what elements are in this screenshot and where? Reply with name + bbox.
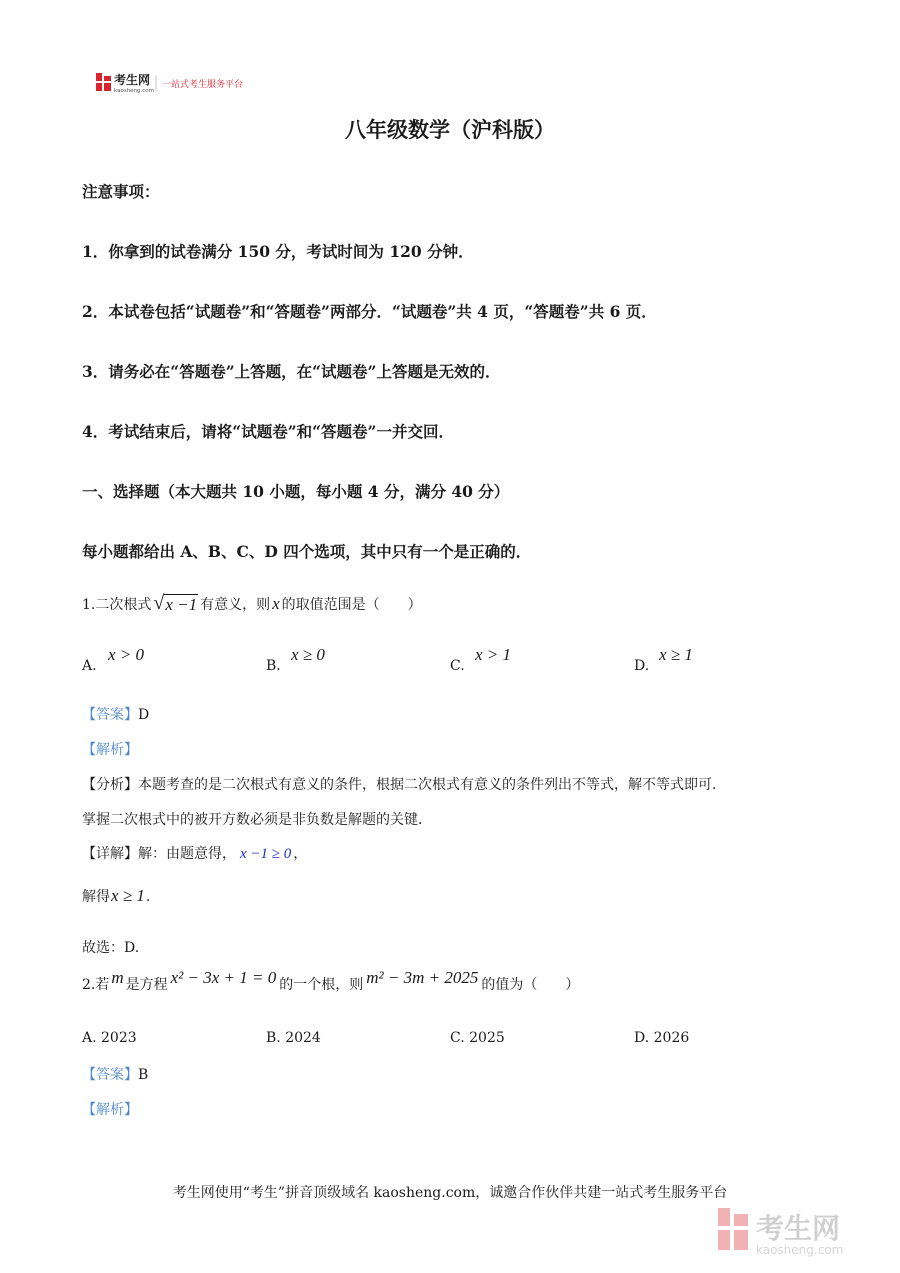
fenxi-text: 本题考查的是二次根式有意义的条件，根据二次根式有意义的条件列出不等式，解不等式即可． — [138, 777, 726, 793]
answer-line — [82, 704, 149, 724]
answer-tag: 【答案】 — [82, 707, 138, 723]
detail-tag: 【详解】 — [82, 846, 138, 862]
q2-option-b — [266, 1030, 321, 1046]
svg-text:考生网: 考生网 — [114, 73, 151, 87]
variable: x — [272, 594, 280, 613]
answer-value: B — [138, 1067, 149, 1083]
answer-value: D — [138, 707, 150, 723]
question-1-stem — [82, 592, 422, 615]
page-title: 八年级数学（沪科版） — [345, 117, 555, 142]
stem-text: 若 — [95, 977, 110, 993]
question-number: 2. — [82, 977, 96, 993]
kaosheng-logo-icon — [96, 70, 266, 96]
equation: x² − 3x + 1 = 0 — [170, 968, 277, 987]
q2-option-d — [634, 1030, 689, 1046]
option-b-label: B. — [266, 658, 281, 674]
svg-text:一站式考生服务平台: 一站式考生服务平台 — [162, 80, 244, 90]
stem-text: 的一个根，则 — [279, 977, 364, 993]
svg-text:考生网: 考生网 — [756, 1212, 841, 1245]
fenxi-line-2: 掌握二次根式中的被开方数必须是非负数是解题的关键． — [82, 812, 432, 828]
stem-text: 的取值范围是（ ） — [281, 597, 422, 613]
solve-line — [82, 886, 150, 906]
q2-answer-line — [82, 1064, 148, 1084]
option-value: 2025 — [469, 1030, 505, 1046]
stem-text: 二次根式 — [95, 597, 152, 613]
svg-text:kaosheng.com: kaosheng.com — [114, 88, 155, 94]
detail-expr: x −1 ≥ 0 — [240, 846, 292, 862]
svg-text:kaosheng.com: kaosheng.com — [756, 1243, 844, 1257]
q2-option-c — [450, 1030, 505, 1046]
option-label: C. — [450, 1030, 465, 1046]
sqrt-expression — [153, 592, 198, 615]
section-instruction: 每小题都给出 A、B、C、D 四个选项，其中只有一个是正确的． — [82, 542, 532, 561]
fenxi-line — [82, 774, 726, 794]
option-value: 2026 — [653, 1030, 690, 1046]
detail-text: 解：由题意得， — [138, 846, 236, 862]
note-item: 3．请务必在“答题卷”上答题，在“试题卷”上答题是无效的． — [82, 362, 501, 381]
expression: m² − 3m + 2025 — [366, 968, 479, 987]
header-logo — [96, 70, 266, 100]
option-a-expr: x > 0 — [108, 645, 145, 664]
note-item: 1．你拿到的试卷满分 150 分，考试时间为 120 分钟． — [82, 242, 474, 261]
solve-expr: x ≥ 1 — [111, 886, 145, 905]
option-b-expr: x ≥ 0 — [291, 645, 325, 664]
radicand: x −1 — [165, 595, 198, 614]
notes-heading: 注意事项： — [82, 182, 160, 201]
stem-text: 的值为（ ） — [481, 977, 580, 993]
option-d-label: D. — [634, 658, 650, 674]
option-label: D. — [634, 1030, 650, 1046]
option-value: 2024 — [285, 1030, 321, 1046]
choose-line: 故选：D. — [82, 940, 140, 956]
option-label: B. — [266, 1030, 281, 1046]
watermark-icon — [716, 1204, 886, 1260]
option-c-expr: x > 1 — [475, 645, 512, 664]
q2-analysis-tag: 【解析】 — [82, 1102, 138, 1118]
option-d-expr: x ≥ 1 — [659, 645, 693, 664]
radical-sign-icon: √ — [153, 592, 165, 614]
note-item: 2．本试卷包括“试题卷”和“答题卷”两部分．“试题卷”共 4 页，“答题卷”共 6 页． — [82, 302, 657, 321]
solve-end: . — [145, 889, 151, 905]
question-number: 1. — [82, 597, 96, 613]
option-label: A. — [82, 1030, 97, 1046]
footer-text: 考生网使用“考生”拼音顶级域名 kaosheng.com，诚邀合作伙伴共建一站式考生服务平台 — [172, 1185, 728, 1201]
detail-line — [82, 843, 307, 863]
stem-text: 有意义，则 — [200, 597, 271, 613]
analysis-tag: 【解析】 — [82, 742, 138, 758]
stem-text: 是方程 — [125, 977, 168, 993]
fenxi-tag: 【分析】 — [82, 777, 138, 793]
note-item: 4．考试结束后，请将“试题卷”和“答题卷”一并交回． — [82, 422, 454, 441]
variable: m — [111, 968, 124, 987]
option-c-label: C. — [450, 658, 465, 674]
answer-tag: 【答案】 — [82, 1067, 138, 1083]
section-heading: 一、选择题（本大题共 10 小题，每小题 4 分，满分 40 分） — [82, 482, 510, 501]
question-2-stem — [82, 968, 580, 994]
option-value: 2023 — [101, 1030, 137, 1046]
option-a-label: A. — [82, 658, 97, 674]
solve-text: 解得 — [82, 889, 110, 905]
watermark-logo — [716, 1204, 886, 1264]
detail-end: ， — [293, 846, 308, 862]
q2-option-a — [82, 1030, 137, 1046]
